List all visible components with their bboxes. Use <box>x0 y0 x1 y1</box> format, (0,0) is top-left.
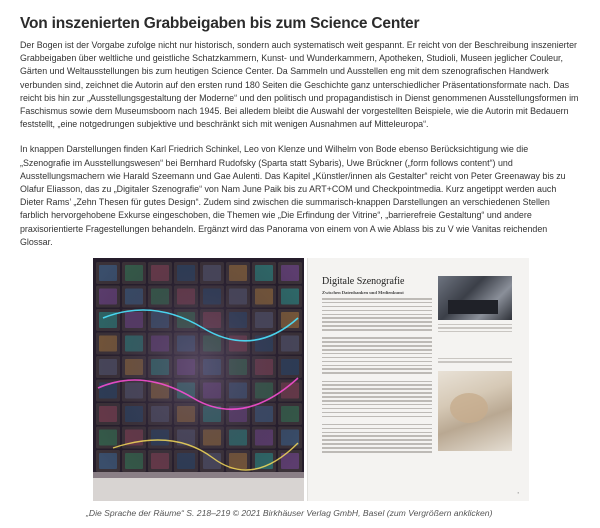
page-photo-top <box>438 276 512 320</box>
page-photo-bottom <box>438 371 512 451</box>
figure-caption: „Die Sprache der Räume“ S. 218–219 © 2021 Birkhäuser Verlag GmbH, Basel (zum Vergrößern anklicken) <box>86 508 493 518</box>
article-heading: Von inszenierten Grabbeigaben bis zum Science Center <box>20 15 420 32</box>
page-heading: Digitale Szenografie <box>322 276 405 287</box>
page-number-mark: ▪ <box>517 490 519 495</box>
video-wall-photo <box>93 258 304 501</box>
page-photo-top-caption <box>438 324 512 334</box>
paragraph-2: In knappen Darstellungen finden Karl Friedrich Schinkel, Leo von Klenze und Wilhelm von Bode ebenso Berücksichtigung wie die „Szenografie im Ausstellungswesen“ bei Bernhard Rudofsky (Sparta statt Sybaris), Uwe Brückner („form follows content“) und Ausstellungsmachern wie Harald Szeemann und Gae Aulenti. Das Kapitel „Künstler/innen als Gestalter“ reicht von Peter Greenaway bis zu Olafur Eliasson, das zu „Digitaler Szenografie“ von Nam June Paik bis zu ART+COM und Checkpointmedia. Kurz angetippt werden auch Dieter Rams’ „Zehn Thesen für gutes Design“. Zudem sind zwischen die summarisch-knappen Darstellungen an verschiedenen Stellen farblich hervorgehobene Exkurse eingeschoben, die Themen wie „Die Erfindung der Vitrine“, „barrierefreie Gestaltung“ und andere praxisorientierte Fragestellungen behandeln. Ergänzt wird das Panorama von einem von A wie Ablass bis zu V wie Vanitas reichenden Glossar. <box>20 144 566 247</box>
article <box>0 0 600 249</box>
page-photo-bottom-caption <box>438 358 512 365</box>
paragraph-1: Der Bogen ist der Vorgabe zufolge nicht nur historisch, sondern auch systematisch weit gespannt. Er reicht von der Beschreibung inszenierter Grabbeigaben über weltliche und geistliche Schatzkammern, Kunst- und Wunderkammern, Apotheken, Studioli, Museen jeglicher Couleur, Gärten und Weltausstellungen bis zum heutigen Science Center. Da Sammeln und Ausstellen eng mit dem szenografischen Handwerk verbunden sind, zeichnet die Autorin auf den ersten rund 180 Seiten die Geschichte ganz unterschiedlicher Präsentationsformate nach. Das reicht bis hin zur „Ausstellungsgestaltung der Moderne“ und den politisch und propagandistisch in Dienst genommenen Ausstellungsformen im Faschismus sowie dem Museumsboom nach 1945. Bei alledem bleibt die Auswahl der vorgestellten Beispiele, wie die Autorin mit Bedauern feststellt, „eine notgedrungen subjektive und beschränkt sich mit wenigen Ausnahmen auf Mitteleuropa“. <box>20 40 579 130</box>
book-page <box>307 258 529 501</box>
page-subheading: Zwischen Datenbanken und Medienkunst <box>322 290 404 295</box>
page-text-block <box>322 298 432 455</box>
book-spread-image[interactable] <box>93 258 528 501</box>
